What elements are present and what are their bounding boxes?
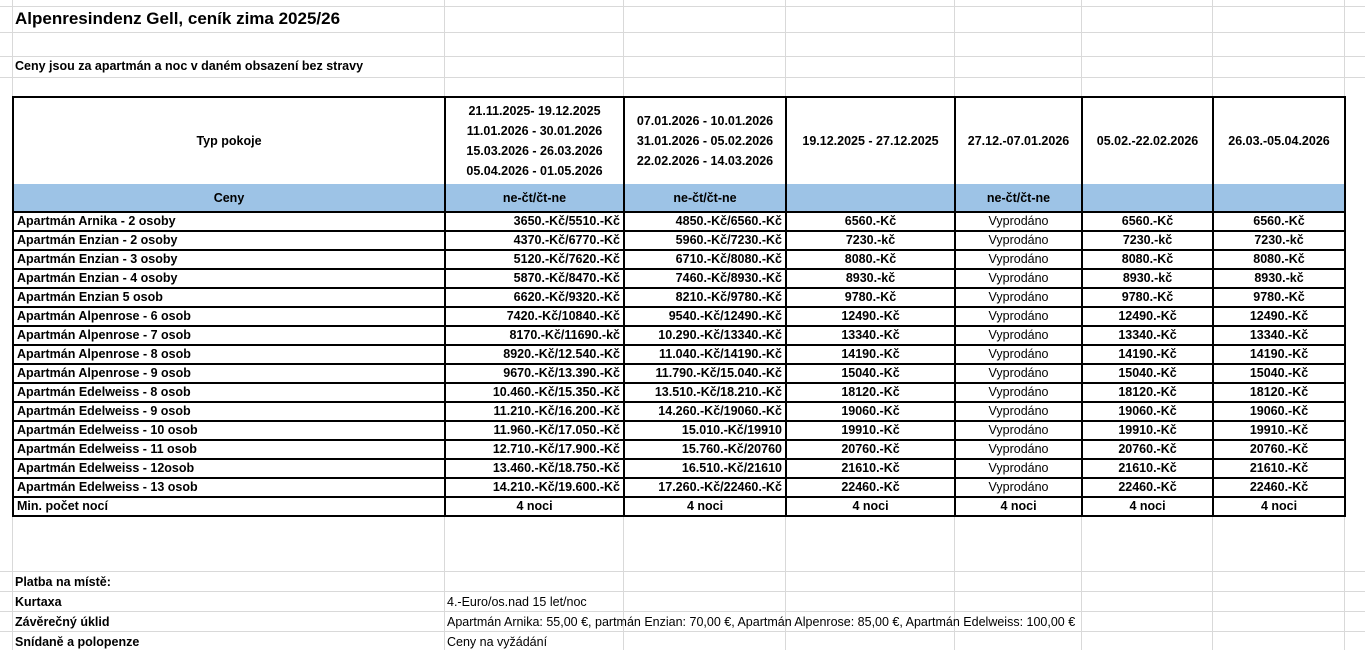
price-period-3-cell[interactable]: 13340.-Kč <box>786 326 955 345</box>
price-period-2-cell[interactable]: 11.790.-Kč/15.040.-Kč <box>624 364 786 383</box>
subheader-row <box>13 184 1345 212</box>
room-name-cell[interactable]: Apartmán Enzian - 4 osoby <box>13 269 445 288</box>
room-name-cell[interactable]: Apartmán Alpenrose - 9 osob <box>13 364 445 383</box>
price-period-3-cell[interactable]: 20760.-Kč <box>786 440 955 459</box>
min-nights-cell[interactable]: 4 noci <box>1082 497 1213 516</box>
kurtaxa-label[interactable]: Kurtaxa <box>15 595 62 609</box>
price-period-6-cell[interactable]: 18120.-Kč <box>1213 383 1345 402</box>
price-period-1-cell[interactable]: 8920.-Kč/12.540.-Kč <box>445 345 624 364</box>
price-period-6-cell[interactable]: 15040.-Kč <box>1213 364 1345 383</box>
price-period-4-cell[interactable]: Vyprodáno <box>955 459 1082 478</box>
price-period-3-cell[interactable]: 8930.-kč <box>786 269 955 288</box>
price-period-1-cell[interactable]: 5870.-Kč/8470.-Kč <box>445 269 624 288</box>
price-period-4-cell[interactable]: Vyprodáno <box>955 231 1082 250</box>
page-title[interactable]: Alpenresindenz Gell, ceník zima 2025/26 <box>15 9 341 28</box>
min-nights-cell[interactable]: 4 noci <box>1213 497 1345 516</box>
breakfast-value[interactable]: Ceny na vyžádání <box>447 635 548 649</box>
gridline <box>0 32 1365 33</box>
price-period-3-cell[interactable]: 19060.-Kč <box>786 402 955 421</box>
price-period-3-cell[interactable]: 22460.-Kč <box>786 478 955 497</box>
price-period-5-cell[interactable]: 8080.-Kč <box>1082 250 1213 269</box>
price-period-6-cell[interactable]: 13340.-Kč <box>1213 326 1345 345</box>
price-period-2-cell[interactable]: 9540.-Kč/12490.-Kč <box>624 307 786 326</box>
price-period-4-cell[interactable]: Vyprodáno <box>955 383 1082 402</box>
period-1-range: 11.01.2026 - 30.01.2026 <box>466 124 603 138</box>
min-nights-cell[interactable]: 4 noci <box>955 497 1082 516</box>
price-period-5-cell[interactable]: 21610.-Kč <box>1082 459 1213 478</box>
price-period-2-cell[interactable]: 6710.-Kč/8080.-Kč <box>624 250 786 269</box>
price-period-4-cell[interactable]: Vyprodáno <box>955 326 1082 345</box>
subheader-days-5[interactable] <box>1082 184 1213 212</box>
price-period-5-cell[interactable]: 6560.-Kč <box>1082 212 1213 231</box>
price-period-3-cell[interactable]: 7230.-kč <box>786 231 955 250</box>
price-period-3-cell[interactable]: 19910.-Kč <box>786 421 955 440</box>
table-row <box>13 269 1345 288</box>
price-period-1-cell[interactable]: 13.460.-Kč/18.750.-Kč <box>445 459 624 478</box>
gridline <box>0 56 1365 57</box>
price-period-2-cell[interactable]: 8210.-Kč/9780.-Kč <box>624 288 786 307</box>
room-name-cell[interactable]: Apartmán Edelweiss - 11 osob <box>13 440 445 459</box>
price-period-6-cell[interactable]: 7230.-kč <box>1213 231 1345 250</box>
price-period-2-cell[interactable]: 13.510.-Kč/18.210.-Kč <box>624 383 786 402</box>
subheader-days-4[interactable]: ne-čt/čt-ne <box>955 184 1082 212</box>
price-period-4-cell[interactable]: Vyprodáno <box>955 288 1082 307</box>
price-period-6-cell[interactable]: 21610.-Kč <box>1213 459 1345 478</box>
price-period-3-cell[interactable]: 8080.-Kč <box>786 250 955 269</box>
table-row <box>13 402 1345 421</box>
gridline <box>0 611 1365 612</box>
price-period-2-cell[interactable]: 15.760.-Kč/20760 <box>624 440 786 459</box>
room-name-cell[interactable]: Apartmán Edelweiss - 10 osob <box>13 421 445 440</box>
price-period-3-cell[interactable]: 21610.-Kč <box>786 459 955 478</box>
price-period-5-cell[interactable]: 9780.-Kč <box>1082 288 1213 307</box>
price-period-6-cell[interactable]: 19060.-Kč <box>1213 402 1345 421</box>
price-period-1-cell[interactable]: 4370.-Kč/6770.-Kč <box>445 231 624 250</box>
price-period-3-cell[interactable]: 18120.-Kč <box>786 383 955 402</box>
period-1-range: 05.04.2026 - 01.05.2026 <box>466 164 603 178</box>
min-nights-row <box>13 497 1345 516</box>
price-period-5-cell[interactable]: 13340.-Kč <box>1082 326 1213 345</box>
gridline <box>0 591 1365 592</box>
price-period-3-cell[interactable]: 15040.-Kč <box>786 364 955 383</box>
header-period-1[interactable] <box>445 97 624 184</box>
price-period-5-cell[interactable]: 19060.-Kč <box>1082 402 1213 421</box>
header-period-6[interactable]: 26.03.-05.04.2026 <box>1213 97 1345 184</box>
gridline <box>0 6 1365 7</box>
header-period-2[interactable] <box>624 97 786 184</box>
header-room-type[interactable]: Typ pokoje <box>13 97 445 184</box>
room-name-cell[interactable]: Apartmán Edelweiss - 9 osob <box>13 402 445 421</box>
header-row <box>13 97 1345 184</box>
price-period-1-cell[interactable]: 6620.-Kč/9320.-Kč <box>445 288 624 307</box>
payment-label[interactable]: Platba na místě: <box>15 575 111 589</box>
subheader-days-1[interactable]: ne-čt/čt-ne <box>445 184 624 212</box>
price-period-2-cell[interactable]: 15.010.-Kč/19910 <box>624 421 786 440</box>
cleaning-value[interactable]: Apartmán Arnika: 55,00 €, partmán Enzian: 70,00 €, Apartmán Alpenrose: 85,00 €, Apartmán Edelweiss: 100,00 € <box>447 615 1076 629</box>
price-period-4-cell[interactable]: Vyprodáno <box>955 440 1082 459</box>
price-period-3-cell[interactable]: 6560.-Kč <box>786 212 955 231</box>
price-period-1-cell[interactable]: 11.960.-Kč/17.050.-Kč <box>445 421 624 440</box>
price-rows <box>13 212 1345 516</box>
subheader-days-3[interactable] <box>786 184 955 212</box>
price-period-6-cell[interactable]: 8080.-Kč <box>1213 250 1345 269</box>
price-period-3-cell[interactable]: 14190.-Kč <box>786 345 955 364</box>
min-nights-cell[interactable]: 4 noci <box>624 497 786 516</box>
table-row <box>13 326 1345 345</box>
price-period-5-cell[interactable]: 22460.-Kč <box>1082 478 1213 497</box>
price-period-6-cell[interactable]: 14190.-Kč <box>1213 345 1345 364</box>
room-name-cell[interactable]: Apartmán Alpenrose - 6 osob <box>13 307 445 326</box>
price-period-5-cell[interactable]: 7230.-kč <box>1082 231 1213 250</box>
price-period-6-cell[interactable]: 22460.-Kč <box>1213 478 1345 497</box>
table-row <box>13 440 1345 459</box>
price-period-2-cell[interactable]: 7460.-Kč/8930.-Kč <box>624 269 786 288</box>
price-period-5-cell[interactable]: 20760.-Kč <box>1082 440 1213 459</box>
room-name-cell[interactable]: Apartmán Alpenrose - 7 osob <box>13 326 445 345</box>
gridline <box>0 631 1365 632</box>
price-period-1-cell[interactable]: 12.710.-Kč/17.900.-Kč <box>445 440 624 459</box>
price-table <box>12 96 1346 517</box>
price-period-2-cell[interactable]: 16.510.-Kč/21610 <box>624 459 786 478</box>
price-period-6-cell[interactable]: 20760.-Kč <box>1213 440 1345 459</box>
price-period-1-cell[interactable]: 11.210.-Kč/16.200.-Kč <box>445 402 624 421</box>
subheader-days-2[interactable]: ne-čt/čt-ne <box>624 184 786 212</box>
table-row <box>13 478 1345 497</box>
min-nights-label[interactable]: Min. počet nocí <box>13 497 445 516</box>
price-period-1-cell[interactable]: 7420.-Kč/10840.-Kč <box>445 307 624 326</box>
price-period-4-cell[interactable]: Vyprodáno <box>955 345 1082 364</box>
table-row <box>13 231 1345 250</box>
period-2-range: 31.01.2026 - 05.02.2026 <box>636 134 774 148</box>
price-period-4-cell[interactable]: Vyprodáno <box>955 402 1082 421</box>
price-period-1-cell[interactable]: 8170.-Kč/11690.-kč <box>445 326 624 345</box>
header-period-3[interactable]: 19.12.2025 - 27.12.2025 <box>786 97 955 184</box>
price-period-6-cell[interactable]: 19910.-Kč <box>1213 421 1345 440</box>
price-period-6-cell[interactable]: 8930.-kč <box>1213 269 1345 288</box>
room-name-cell[interactable]: Apartmán Enzian - 3 osoby <box>13 250 445 269</box>
header-period-5[interactable]: 05.02.-22.02.2026 <box>1082 97 1213 184</box>
price-period-2-cell[interactable]: 14.260.-Kč/19060.-Kč <box>624 402 786 421</box>
price-period-2-cell[interactable]: 4850.-Kč/6560.-Kč <box>624 212 786 231</box>
room-name-cell[interactable]: Apartmán Enzian 5 osob <box>13 288 445 307</box>
period-2-range: 22.02.2026 - 14.03.2026 <box>636 154 774 168</box>
subheader-prices[interactable]: Ceny <box>13 184 445 212</box>
price-period-5-cell[interactable]: 18120.-Kč <box>1082 383 1213 402</box>
price-period-5-cell[interactable]: 19910.-Kč <box>1082 421 1213 440</box>
price-period-3-cell[interactable]: 12490.-Kč <box>786 307 955 326</box>
page-subtitle[interactable]: Ceny jsou za apartmán a noc v daném obsazení bez stravy <box>15 59 364 73</box>
room-name-cell[interactable]: Apartmán Arnika - 2 osoby <box>13 212 445 231</box>
breakfast-label[interactable]: Snídaně a polopenze <box>15 635 140 649</box>
price-period-5-cell[interactable]: 14190.-Kč <box>1082 345 1213 364</box>
subheader-days-6[interactable] <box>1213 184 1345 212</box>
price-period-4-cell[interactable]: Vyprodáno <box>955 364 1082 383</box>
table-row <box>13 383 1345 402</box>
table-row <box>13 288 1345 307</box>
price-period-5-cell[interactable]: 12490.-Kč <box>1082 307 1213 326</box>
price-period-6-cell[interactable]: 9780.-Kč <box>1213 288 1345 307</box>
table-row <box>13 345 1345 364</box>
price-period-1-cell[interactable]: 3650.-Kč/5510.-Kč <box>445 212 624 231</box>
room-name-cell[interactable]: Apartmán Edelweiss - 8 osob <box>13 383 445 402</box>
price-period-4-cell[interactable]: Vyprodáno <box>955 212 1082 231</box>
min-nights-cell[interactable]: 4 noci <box>445 497 624 516</box>
table-row <box>13 250 1345 269</box>
min-nights-cell[interactable]: 4 noci <box>786 497 955 516</box>
price-period-6-cell[interactable]: 12490.-Kč <box>1213 307 1345 326</box>
price-period-4-cell[interactable]: Vyprodáno <box>955 478 1082 497</box>
room-name-cell[interactable]: Apartmán Edelweiss - 13 osob <box>13 478 445 497</box>
price-period-4-cell[interactable]: Vyprodáno <box>955 307 1082 326</box>
table-row <box>13 459 1345 478</box>
price-period-5-cell[interactable]: 8930.-kč <box>1082 269 1213 288</box>
price-period-2-cell[interactable]: 5960.-Kč/7230.-Kč <box>624 231 786 250</box>
price-period-1-cell[interactable]: 9670.-Kč/13.390.-Kč <box>445 364 624 383</box>
room-name-cell[interactable]: Apartmán Edelweiss - 12osob <box>13 459 445 478</box>
kurtaxa-value[interactable]: 4.-Euro/os.nad 15 let/noc <box>447 595 587 609</box>
price-period-2-cell[interactable]: 10.290.-Kč/13340.-Kč <box>624 326 786 345</box>
room-name-cell[interactable]: Apartmán Enzian - 2 osoby <box>13 231 445 250</box>
period-1-range: 21.11.2025- 19.12.2025 <box>468 104 601 118</box>
table-row <box>13 421 1345 440</box>
price-period-2-cell[interactable]: 17.260.-Kč/22460.-Kč <box>624 478 786 497</box>
gridline <box>0 571 1365 572</box>
cleaning-label[interactable]: Závěrečný úklid <box>15 615 110 629</box>
price-period-1-cell[interactable]: 10.460.-Kč/15.350.-Kč <box>445 383 624 402</box>
price-period-1-cell[interactable]: 5120.-Kč/7620.-Kč <box>445 250 624 269</box>
price-period-1-cell[interactable]: 14.210.-Kč/19.600.-Kč <box>445 478 624 497</box>
header-period-4[interactable]: 27.12.-07.01.2026 <box>955 97 1082 184</box>
price-period-6-cell[interactable]: 6560.-Kč <box>1213 212 1345 231</box>
table-row <box>13 307 1345 326</box>
period-1-range: 15.03.2026 - 26.03.2026 <box>466 144 603 158</box>
room-name-cell[interactable]: Apartmán Alpenrose - 8 osob <box>13 345 445 364</box>
price-period-3-cell[interactable]: 9780.-Kč <box>786 288 955 307</box>
gridline <box>0 77 1365 78</box>
price-period-4-cell[interactable]: Vyprodáno <box>955 421 1082 440</box>
table-row <box>13 212 1345 231</box>
price-period-4-cell[interactable]: Vyprodáno <box>955 269 1082 288</box>
table-row <box>13 364 1345 383</box>
price-period-2-cell[interactable]: 11.040.-Kč/14190.-Kč <box>624 345 786 364</box>
price-period-4-cell[interactable]: Vyprodáno <box>955 250 1082 269</box>
period-2-range: 07.01.2026 - 10.01.2026 <box>636 114 774 128</box>
price-period-5-cell[interactable]: 15040.-Kč <box>1082 364 1213 383</box>
